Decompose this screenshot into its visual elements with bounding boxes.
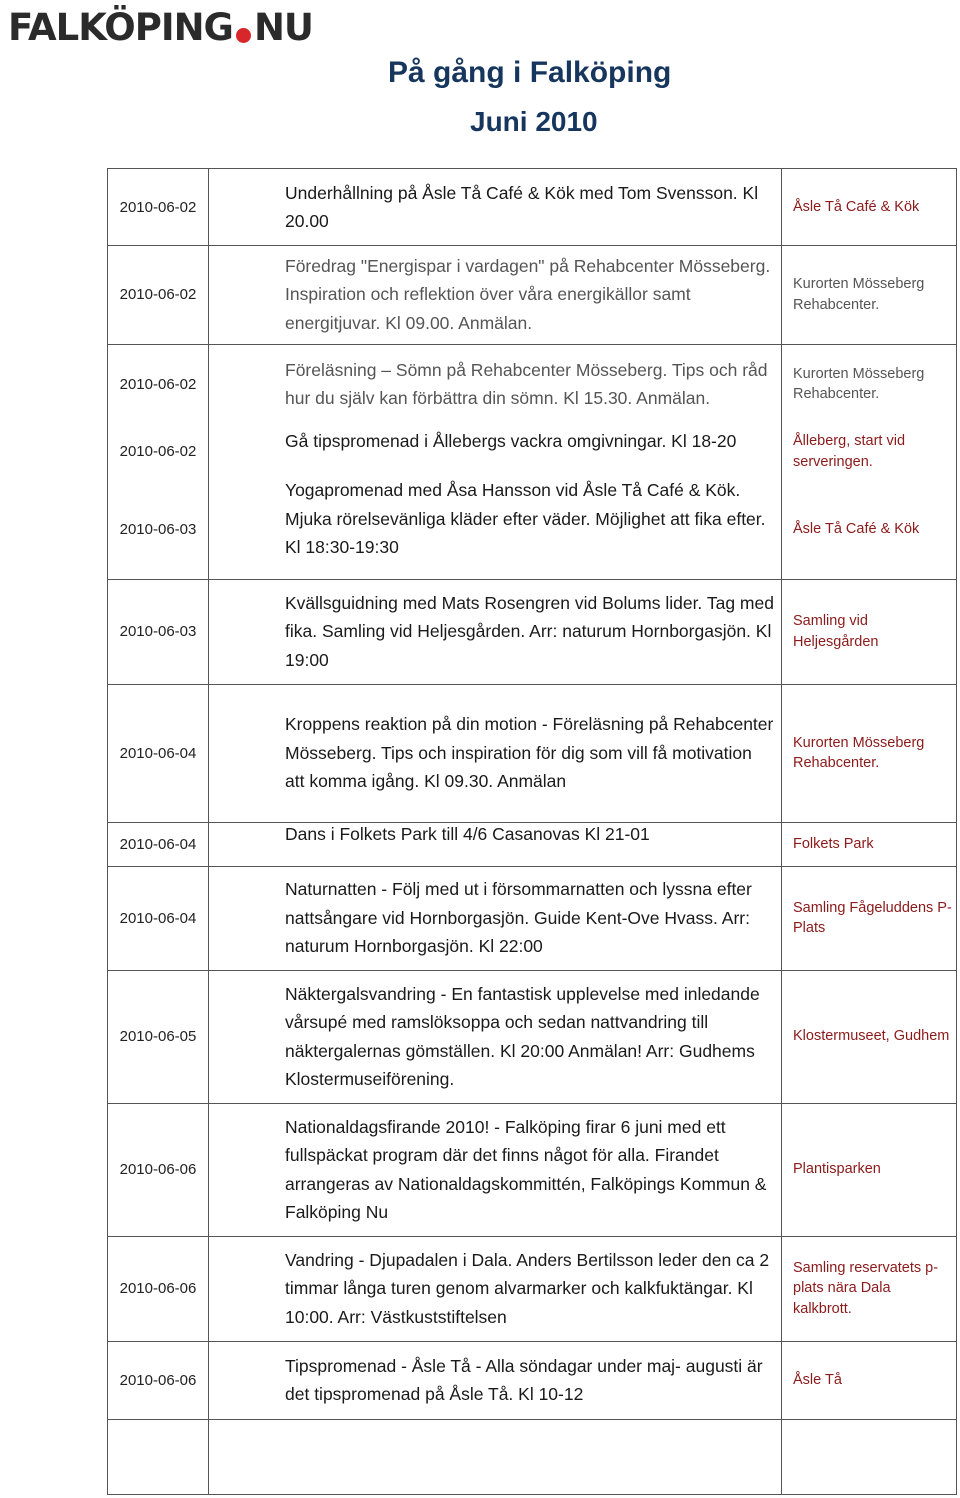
falkoping-nu-logo: [8, 4, 313, 50]
event-date: 2010-06-05: [119, 1028, 197, 1045]
event-date: 2010-06-02: [119, 375, 197, 393]
events-table: [107, 168, 957, 1495]
event-date: 2010-06-06: [119, 1371, 197, 1389]
event-location: Samling Fågeluddens P-Plats: [793, 899, 952, 936]
event-location: Åsle Tå: [793, 1371, 842, 1388]
column-divider: [208, 169, 209, 1494]
event-date: 2010-06-02: [119, 198, 197, 216]
event-date: 2010-06-02: [119, 443, 197, 460]
event-location: Klostermuseet, Gudhem: [793, 1028, 950, 1045]
event-date: 2010-06-06: [119, 1161, 197, 1178]
event-description: Kvällsguidning med Mats Rosengren vid Bolums lider. Tag med fika. Samling vid Heljesgården. Arr: naturum Hornborgasjön. Kl 19:00: [285, 592, 774, 670]
event-date: 2010-06-04: [119, 835, 197, 853]
event-description: Föreläsning – Sömn på Rehabcenter Mösseberg. Tips och råd hur du själv kan förbättra din sömn. Kl 15.30. Anmälan.: [285, 359, 768, 408]
event-description: Yogapromenad med Åsa Hansson vid Åsle Tå Café & Kök. Mjuka rörelsevänliga kläder efter väder. Möjlighet att fika efter. Kl 18:30-19:30: [285, 480, 766, 558]
event-location: Åsle Tå Café & Kök: [793, 198, 920, 215]
event-description: Tipspromenad - Åsle Tå - Alla söndagar under maj- augusti är det tipspromenad på Åsle Tå. Kl 10-12: [285, 1355, 763, 1404]
logo-text-nu: NU: [253, 5, 313, 49]
event-location: Samling reservatets p-plats nära Dala kalkbrott.: [793, 1259, 939, 1317]
event-description: Underhållning på Åsle Tå Café & Kök med Tom Svensson. Kl 20.00: [285, 182, 759, 231]
event-date: 2010-06-02: [119, 286, 197, 303]
event-location: Plantisparken: [793, 1161, 881, 1178]
column-divider: [781, 169, 782, 1494]
event-description: Gå tipspromenad i Ållebergs vackra omgivningar. Kl 18-20: [285, 431, 737, 452]
event-description: Vandring - Djupadalen i Dala. Anders Bertilsson leder den ca 2 timmar långa turen genom alvarmarker och kalkfuktängar. Kl 10:00. Arr: Västkuststiftelsen: [285, 1249, 770, 1327]
event-description: Kroppens reaktion på din motion - Föreläsning på Rehabcenter Mösseberg. Tips och inspiration för dig som vill få motivation att komma igång. Kl 09.30. Anmälan: [285, 714, 774, 792]
logo-text-falkoping: FALKÖPING: [8, 5, 233, 49]
event-date: 2010-06-04: [119, 909, 197, 927]
event-location: Ålleberg, start vid serveringen.: [793, 433, 906, 470]
event-description: Naturnatten - Följ med ut i försommarnatten och lyssna efter nattsångare vid Hornborgasjön. Guide Kent-Ove Hvass. Arr: naturum Hornborgasjön. Kl 22:00: [285, 879, 752, 957]
event-date: 2010-06-06: [119, 1280, 197, 1297]
page-subtitle: Juni 2010: [470, 106, 598, 137]
event-location: Kurorten Mösseberg Rehabcenter.: [793, 734, 925, 771]
logo-red-dot: [236, 28, 251, 43]
event-date: 2010-06-04: [119, 744, 197, 762]
event-date: 2010-06-03: [119, 520, 197, 538]
event-description: Näktergalsvandring - En fantastisk upplevelse med inledande vårsupé med ramslöksoppa och sedan nattvandring till näktergalernas gömställen. Kl 20:00 Anmälan! Arr: Gudhems Klostermuseiförening.: [285, 983, 760, 1089]
event-description: Dans i Folkets Park till 4/6 Casanovas Kl 21-01: [285, 823, 650, 844]
event-location: Folkets Park: [793, 835, 874, 852]
row-divider: [108, 1419, 956, 1420]
event-location: Åsle Tå Café & Kök: [793, 520, 920, 537]
event-description: Nationaldagsfirande 2010! - Falköping firar 6 juni med ett fullspäckat program där det finns något för alla. Firandet arrangeras av Nationaldagskommittén, Falköpings Kommun & Falköping Nu: [285, 1116, 767, 1222]
event-date: 2010-06-03: [119, 623, 197, 640]
event-location: Samling vid Heljesgården: [793, 613, 879, 650]
event-location: Kurorten Mösseberg Rehabcenter.: [793, 365, 925, 402]
page-title: På gång i Falköping: [388, 56, 672, 89]
event-description: Föredrag "Energispar i vardagen" på Rehabcenter Mösseberg. Inspiration och reflektion över våra energikällor samt energitjuvar. Kl 09.00. Anmälan.: [285, 255, 771, 333]
event-location: Kurorten Mösseberg Rehabcenter.: [793, 276, 925, 313]
